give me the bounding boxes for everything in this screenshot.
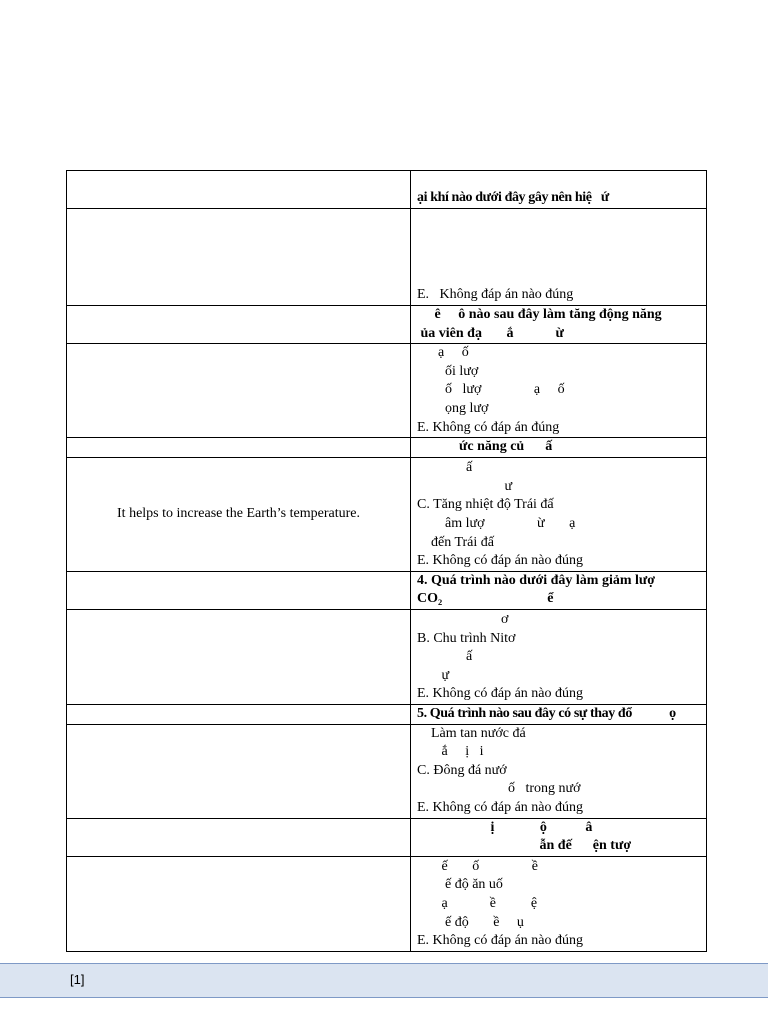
question-text: ị ộ â (417, 819, 593, 835)
question-text: ủa viên đạ ắ ừ (417, 325, 564, 341)
option-line: ự (417, 667, 450, 683)
option-line: E. Không có đáp án nào đúng (417, 553, 584, 569)
option-line: ư (417, 478, 513, 494)
options-cell (411, 856, 707, 951)
left-cell (67, 344, 411, 438)
answer-row (67, 724, 707, 818)
answer-row (67, 209, 707, 306)
question-row (67, 704, 707, 724)
option-line: C. Tăng nhiệt độ Trái đấ (417, 497, 554, 513)
left-cell: It helps to increase the Earth’s temperature. (67, 457, 411, 571)
options-cell (411, 724, 707, 818)
question-cell (411, 571, 707, 609)
left-cell (67, 171, 411, 209)
quiz-table (66, 170, 707, 952)
question-cell (411, 818, 707, 856)
question-text: ẫn đế ện tượ (417, 838, 632, 854)
left-cell (67, 704, 411, 724)
left-cell (67, 209, 411, 306)
answer-row (67, 344, 707, 438)
option-line: ạ ố (417, 345, 469, 361)
answer-row (67, 856, 707, 951)
question-row (67, 306, 707, 344)
option-line: E. Không đáp án nào đúng (417, 287, 574, 303)
option-line: ối lượ (417, 363, 479, 379)
options-cell (411, 457, 707, 571)
left-cell (67, 571, 411, 609)
question-cell (411, 438, 707, 458)
option-line: E. Không có đáp án đúng (417, 419, 560, 435)
question-text: ại khí nào dưới đây gây nên hiệ ứ (417, 190, 609, 206)
option-line: đến Trái đấ (417, 534, 494, 550)
option-line: ố lượ ạ ố (417, 382, 565, 398)
option-line: ấ (417, 460, 473, 476)
footer-reference: [1] (70, 972, 85, 987)
options-cell (411, 209, 707, 306)
option-line: ố trong nướ (417, 781, 581, 797)
option-line: âm lượ ừ ạ (417, 516, 576, 531)
options-cell (411, 609, 707, 704)
footer-bar (0, 963, 768, 998)
option-line: C. Đông đá nướ (417, 762, 507, 778)
option-line: ế ố ề (417, 858, 538, 874)
left-cell (67, 438, 411, 458)
question-cell (411, 704, 707, 724)
question-row (67, 818, 707, 856)
left-cell (67, 856, 411, 951)
question-row (67, 438, 707, 458)
question-cell (411, 171, 707, 209)
option-line: B. Chu trình Nitơ (417, 630, 516, 646)
left-cell (67, 306, 411, 344)
left-cell (67, 609, 411, 704)
option-line: ắ ị i (417, 744, 484, 760)
answer-row (67, 457, 707, 571)
option-line: ấ (417, 649, 473, 665)
question-text: CO₂ ể (417, 591, 554, 607)
question-text: ức năng củ ấ (417, 439, 553, 455)
option-line: ọng lượ (417, 401, 489, 416)
question-row (67, 171, 707, 209)
option-line: ế độ ăn uố (417, 877, 503, 893)
option-line: ế độ ề ụ (417, 914, 524, 930)
question-cell (411, 306, 707, 344)
option-line: E. Không có đáp án nào đúng (417, 686, 584, 702)
option-line: Làm tan nước đá (417, 725, 526, 741)
question-row (67, 571, 707, 609)
option-line: ạ ề ệ (417, 895, 538, 911)
answer-row (67, 609, 707, 704)
left-cell (67, 724, 411, 818)
quiz-table-body (67, 171, 707, 952)
question-text: 5. Quá trình nào sau đây có sự thay đổ ọ (417, 705, 676, 721)
question-text: ê ô nào sau đây làm tăng động năng (417, 307, 662, 322)
option-line: E. Không có đáp án nào đúng (417, 933, 584, 949)
question-text: 4. Quá trình nào dưới đây làm giảm lượ (417, 572, 656, 588)
left-cell (67, 818, 411, 856)
options-cell (411, 344, 707, 438)
option-line: E. Không có đáp án nào đúng (417, 799, 584, 815)
option-line: ơ (417, 612, 509, 627)
